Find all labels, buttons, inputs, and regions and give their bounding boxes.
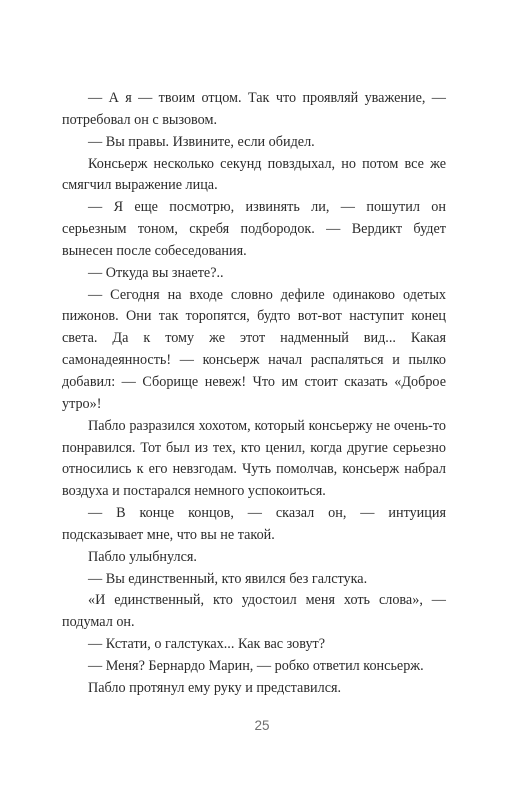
paragraph: — Меня? Бернардо Марин, — робко ответил консьерж. <box>88 657 424 674</box>
paragraph: Пабло протянул ему руку и представился. <box>88 679 342 696</box>
paragraph: — Сегодня на входе словно дефиле одинаково одетых пижонов. Они так торопятся, будто вот-вот наступит конец света. Да к тому же этот надменный вид... Какая самонадеянность! — консьерж начал распаляться и пылко добавил: — Сборище невеж! Что им стоит сказать «Доброе утро»! <box>62 286 446 412</box>
paragraph: Консьерж несколько секунд повздыхал, но потом все же смягчил выражение лица. <box>62 155 446 194</box>
paragraph: — Откуда вы знаете?.. <box>88 264 224 281</box>
paragraph: Пабло разразился хохотом, который консьержу не очень-то понравился. Тот был из тех, кто ценил, когда другие серьезно относились к его невзгодам. Чуть помолчав, консьерж набрал воздуха и постарался немного успокоиться. <box>62 417 446 500</box>
paragraph: Пабло улыбнулся. <box>88 548 197 565</box>
paragraph: — А я — твоим отцом. Так что проявляй уважение, — потребовал он с вызовом. <box>62 90 446 128</box>
paragraph: «И единственный, кто удостоил меня хоть слова», — подумал он. <box>62 592 446 631</box>
paragraph: — Вы единственный, кто явился без галстука. <box>88 570 368 587</box>
paragraph: — Вы правы. Извините, если обидел. <box>88 133 315 150</box>
paragraph: — Я еще посмотрю, извинять ли, — пошутил он серьезным тоном, скребя подбородок. — Вердикт будет вынесен после собеседования. <box>62 199 446 259</box>
body-text <box>62 88 446 700</box>
paragraph: — В конце концов, — сказал он, — интуиция подсказывает мне, что вы не такой. <box>62 505 446 543</box>
page-number: 25 <box>254 718 270 733</box>
paragraph: — Кстати, о галстуках... Как вас зовут? <box>88 636 326 653</box>
